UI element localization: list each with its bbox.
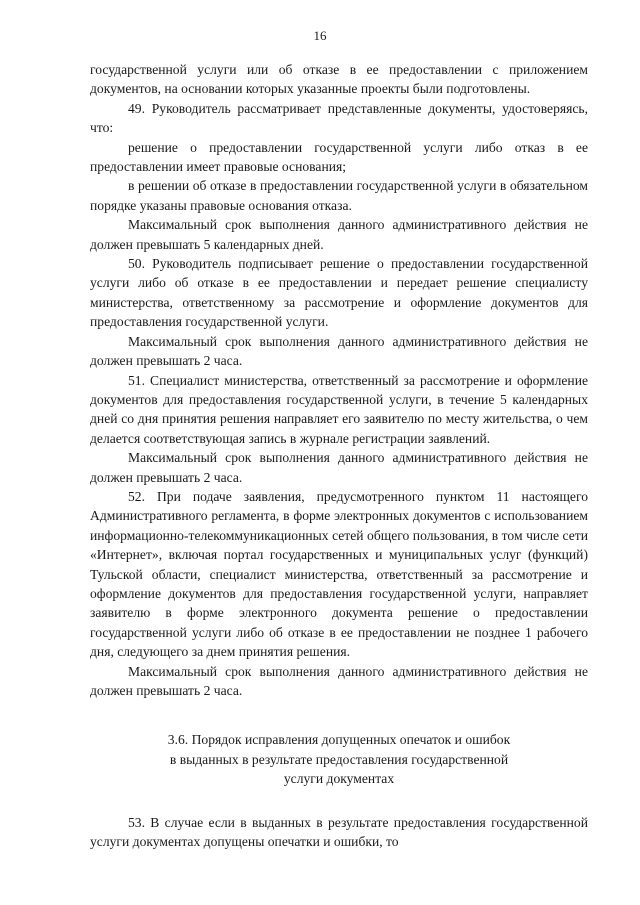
document-body xyxy=(90,60,588,851)
paragraph-p49a: решение о предоставлении государственной услуги либо отказ в ее предоставлении имеет правовые основания; xyxy=(90,139,588,175)
paragraph-p52a: Максимальный срок выполнения данного административного действия не должен превышать 2 часа. xyxy=(90,663,588,698)
paragraphs-bottom xyxy=(90,813,588,852)
paragraphs-top xyxy=(90,60,588,700)
section-heading-line: услуги документах xyxy=(283,771,395,787)
paragraph-p51a: Максимальный срок выполнения данного административного действия не должен превышать 2 часа. xyxy=(90,450,588,485)
page-number: 16 xyxy=(313,28,327,43)
paragraph-p50: 50. Руководитель подписывает решение о предоставлении государственной услуги либо об отказе в ее предоставлении и передает решение специалисту министерства, ответственному за рассмотрение и оформление документов для предоставления государственной услуги. xyxy=(90,256,588,330)
section-heading xyxy=(90,730,588,788)
paragraph-p53: 53. В случае если в выданных в результате предоставления государственной услуги документах допущены опечатки и ошибки, то xyxy=(90,814,588,850)
section-heading-line: 3.6. Порядок исправления допущенных опечаток и ошибок xyxy=(167,732,511,748)
paragraph-p50a: Максимальный срок выполнения данного административного действия не должен превышать 2 часа. xyxy=(90,333,588,369)
paragraph-p52: 52. При подаче заявления, предусмотренного пунктом 11 настоящего Административного регламента, в форме электронных документов с использованием информационно-телекоммуникационных сетей общего пользования, в том числе сети «Интернет», включая портал государственных и муниципальных услуг (функций) Тульской области, специалист министерства, ответственный за рассмотрение и оформление документов для предоставления государственной услуги, направляет заявителю в форме электронного документа решение о предоставлении государственной услуги либо об отказе в ее предоставлении не позднее 1 рабочего дня, следующего за днем принятия решения. xyxy=(90,488,588,660)
paragraph-p49: 49. Руководитель рассматривает представленные документы, удостоверяясь, что: xyxy=(90,100,588,136)
paragraph-p49c: Максимальный срок выполнения данного административного действия не должен превышать 5 календарных дней. xyxy=(90,217,588,252)
paragraph-p0: государственной услуги или об отказе в ее предоставлении с приложением документов, на основании которых указанные проекты были подготовлены. xyxy=(90,62,588,97)
paragraph-p51: 51. Специалист министерства, ответственный за рассмотрение и оформление документов для предоставления государственной услуги, в течение 5 календарных дней со дня принятия решения направляет его заявителю по месту жительства, о чем делается соответствующая запись в журнале регистрации заявлений. xyxy=(90,372,588,446)
paragraph-p49b: в решении об отказе в предоставлении государственной услуги в обязательном порядке указаны правовые основания отказа. xyxy=(90,178,588,213)
section-heading-line: в выданных в результате предоставления государственной xyxy=(169,751,509,767)
